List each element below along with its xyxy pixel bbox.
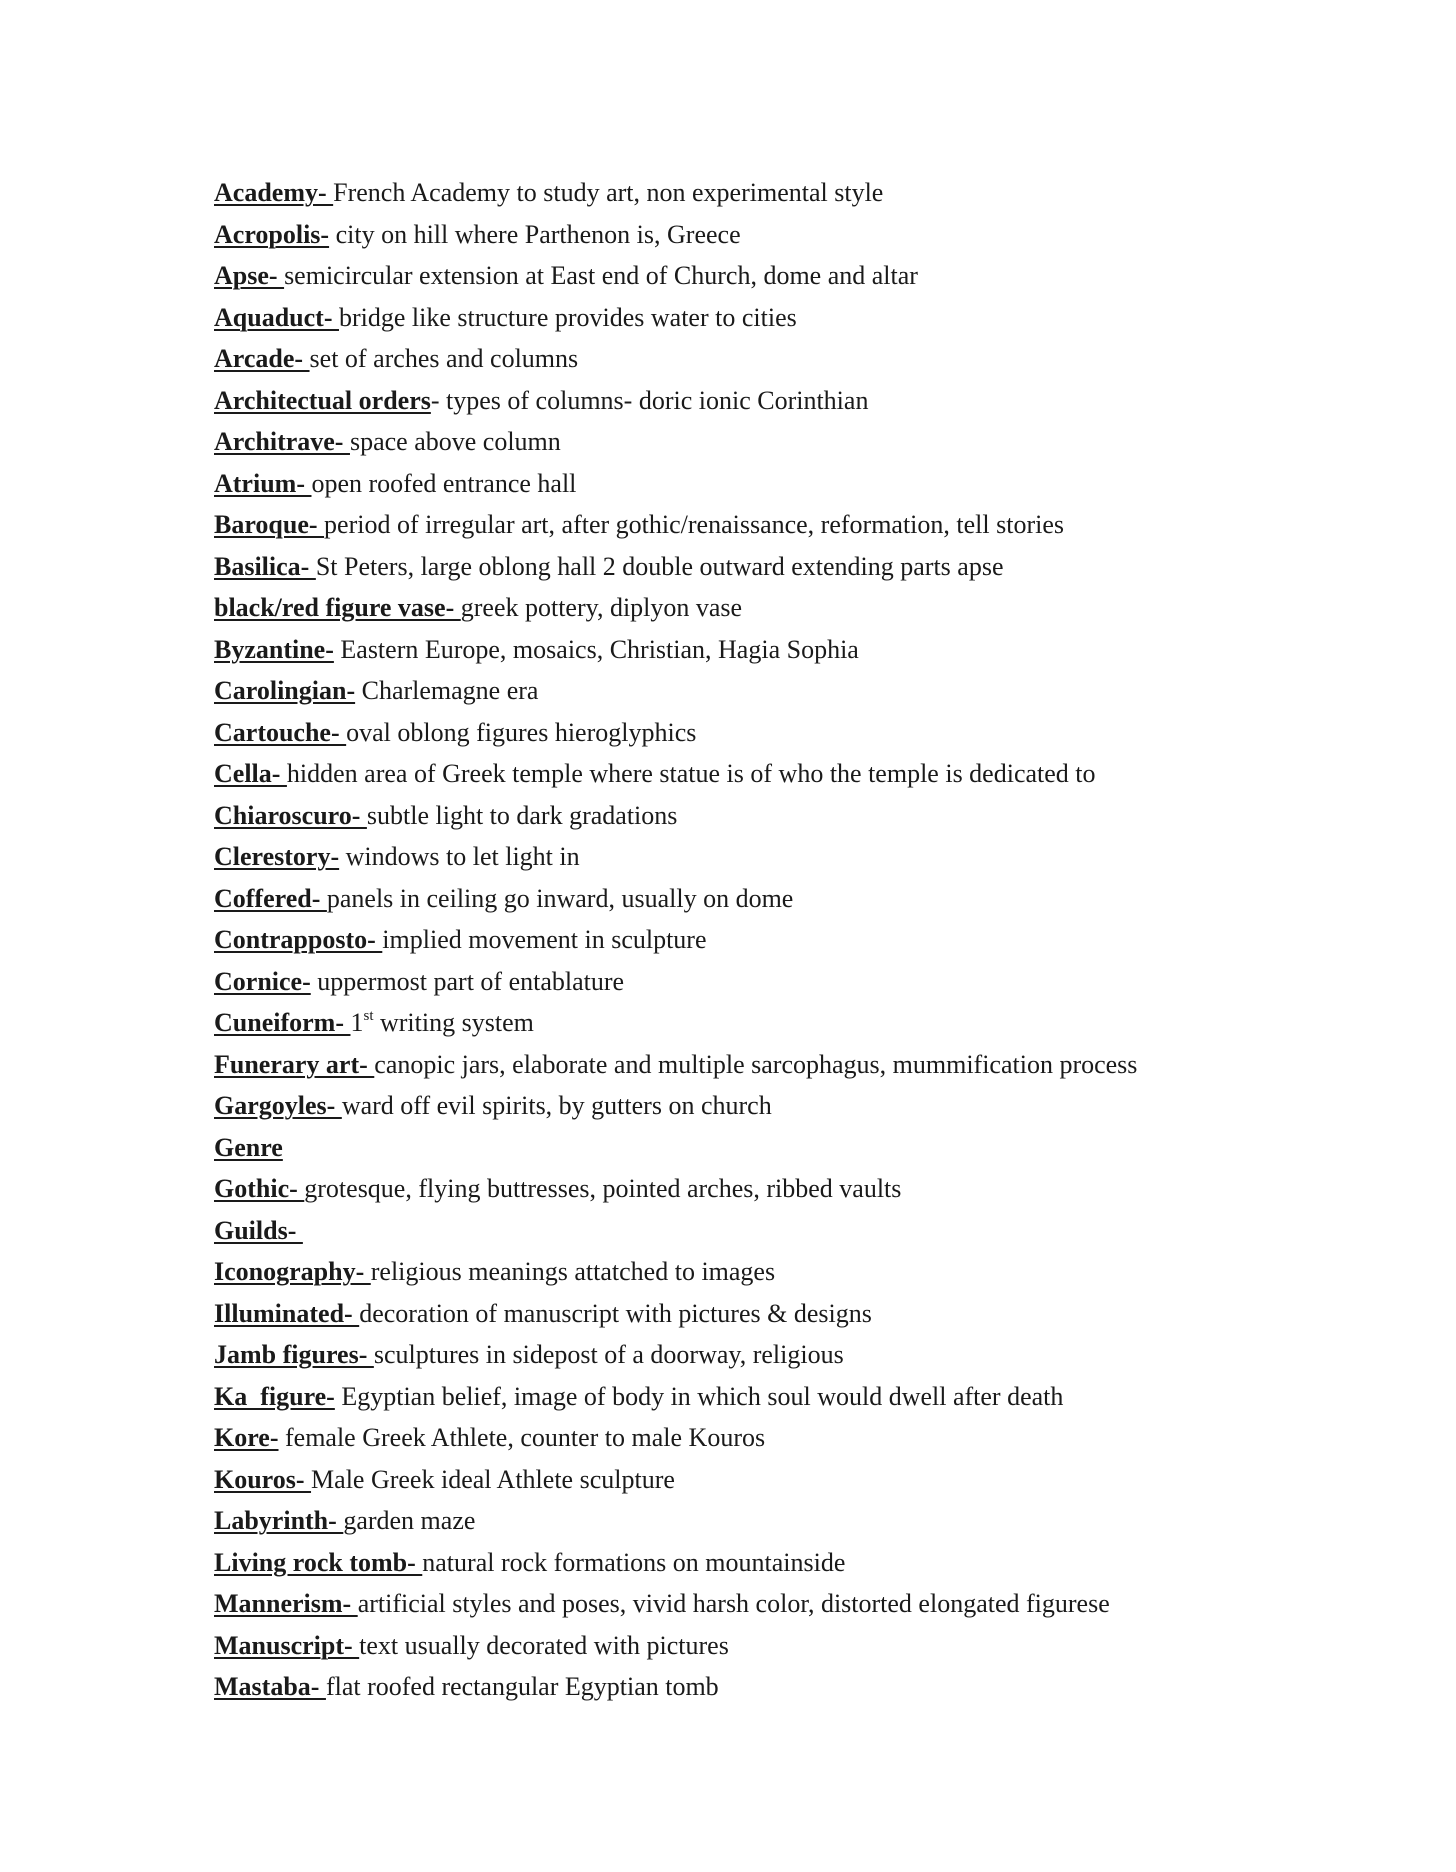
- glossary-entry: [214, 1085, 1334, 1127]
- glossary-entry: [214, 670, 1334, 712]
- glossary-definition: panels in ceiling go inward, usually on dome: [326, 883, 794, 913]
- glossary-definition: windows to let light in: [339, 842, 580, 871]
- glossary-term: Gothic-: [214, 1174, 305, 1203]
- glossary-term: Apse-: [214, 261, 285, 290]
- glossary-definition: space above column: [349, 427, 561, 456]
- glossary-entry: [214, 1666, 1334, 1708]
- glossary-term: Kouros-: [214, 1464, 312, 1494]
- glossary-entry: [214, 338, 1334, 380]
- glossary-entry: [214, 1168, 1334, 1210]
- glossary-term: Labyrinth-: [214, 1506, 344, 1535]
- glossary-term: Cartouche-: [214, 717, 347, 747]
- glossary-definition: greek pottery, diplyon vase: [460, 593, 743, 622]
- glossary-term: Kore-: [214, 1423, 279, 1452]
- glossary-entry: [214, 297, 1334, 339]
- glossary-definition: Egyptian belief, image of body in which soul would dwell after death: [334, 1381, 1064, 1411]
- glossary-entry: [214, 795, 1334, 837]
- glossary-entry: [214, 172, 1334, 214]
- glossary-entry: [214, 629, 1334, 671]
- glossary-definition: subtle light to dark gradations: [366, 800, 678, 830]
- glossary-definition: Charlemagne era: [355, 676, 539, 705]
- glossary-definition: St Peters, large oblong hall 2 double outward extending parts apse: [315, 551, 1004, 581]
- glossary-term: Coffered-: [214, 883, 327, 913]
- glossary-entry: [214, 214, 1334, 256]
- glossary-definition: period of irregular art, after gothic/renaissance, reformation, tell stories: [324, 510, 1065, 539]
- glossary-term: Aquaduct-: [214, 302, 339, 332]
- glossary-term: Cornice-: [214, 966, 311, 996]
- glossary-entry: [214, 255, 1334, 297]
- glossary-entry: [214, 463, 1334, 505]
- glossary-definition: hidden area of Greek temple where statue is of who the temple is dedicated to: [286, 759, 1096, 788]
- glossary-entry: [214, 919, 1334, 961]
- glossary-definition: religious meanings attatched to images: [370, 1257, 776, 1286]
- glossary-term: Basilica-: [214, 551, 316, 581]
- glossary-term: Chiaroscuro-: [214, 800, 367, 830]
- glossary-term: Architrave-: [214, 427, 350, 456]
- glossary-entry: [214, 1542, 1334, 1584]
- glossary-term: Jamb figures-: [214, 1340, 374, 1369]
- glossary-entry: [214, 1625, 1334, 1667]
- glossary-entry: [214, 1293, 1334, 1335]
- glossary-definition: ward off evil spirits, by gutters on church: [341, 1091, 772, 1120]
- glossary-term: Illuminated-: [214, 1298, 360, 1328]
- glossary-definition: open roofed entrance hall: [311, 468, 577, 498]
- glossary-definition: artificial styles and poses, vivid harsh color, distorted elongated figurese: [357, 1589, 1110, 1618]
- glossary-entry: [214, 587, 1334, 629]
- glossary-definition: natural rock formations on mountainside: [422, 1547, 846, 1577]
- glossary-term: Genre: [214, 1132, 283, 1162]
- glossary-definition: oval oblong figures hieroglyphics: [346, 717, 697, 747]
- glossary-term: Guilds-: [214, 1215, 303, 1245]
- glossary-definition: city on hill where Parthenon is, Greece: [329, 219, 741, 249]
- glossary-term: Arcade-: [214, 344, 310, 373]
- glossary-entry: [214, 1002, 1334, 1044]
- glossary-term: Manuscript-: [214, 1630, 360, 1660]
- glossary-term: Architectual orders: [214, 385, 431, 415]
- glossary-entry: [214, 1500, 1334, 1542]
- glossary-entry: [214, 1251, 1334, 1293]
- glossary-term: Iconography-: [214, 1257, 371, 1286]
- glossary-entry: [214, 504, 1334, 546]
- glossary-entry: [214, 1044, 1334, 1086]
- glossary-entry: [214, 878, 1334, 920]
- glossary-definition: sculptures in sidepost of a doorway, religious: [373, 1340, 844, 1369]
- glossary-definition: text usually decorated with pictures: [359, 1630, 729, 1660]
- glossary-definition: canopic jars, elaborate and multiple sarcophagus, mummification process: [374, 1049, 1138, 1079]
- glossary-definition: bridge like structure provides water to cities: [338, 302, 797, 332]
- glossary-definition: - types of columns- doric ionic Corinthian: [430, 385, 869, 415]
- glossary-definition: garden maze: [343, 1506, 476, 1535]
- glossary-term: Contrapposto-: [214, 925, 383, 954]
- glossary-term: Acropolis-: [214, 219, 330, 249]
- glossary-definition: flat roofed rectangular Egyptian tomb: [325, 1672, 719, 1701]
- glossary-term: black/red figure vase-: [214, 593, 461, 622]
- glossary-term: Mastaba-: [214, 1672, 326, 1701]
- glossary-term: Cella-: [214, 759, 287, 788]
- glossary-term: Cuneiform-: [214, 1008, 351, 1037]
- glossary-entry: [214, 421, 1334, 463]
- glossary-term: Atrium-: [214, 468, 312, 498]
- glossary-definition: decoration of manuscript with pictures & designs: [359, 1298, 872, 1328]
- glossary-term: Funerary art-: [214, 1049, 375, 1079]
- glossary-entry: [214, 1127, 1334, 1169]
- glossary-entry: [214, 712, 1334, 754]
- glossary-definition: semicircular extension at East end of Church, dome and altar: [284, 261, 918, 290]
- glossary-entry: [214, 1417, 1334, 1459]
- glossary-definition: set of arches and columns: [309, 344, 579, 373]
- glossary-term: Mannerism-: [214, 1589, 358, 1618]
- glossary-definition: implied movement in sculpture: [382, 925, 707, 954]
- glossary-definition: French Academy to study art, non experimental style: [333, 178, 884, 207]
- glossary-term: Byzantine-: [214, 634, 334, 664]
- glossary-term: Clerestory-: [214, 842, 340, 871]
- glossary-definition: female Greek Athlete, counter to male Kouros: [278, 1423, 766, 1452]
- glossary-definition: grotesque, flying buttresses, pointed arches, ribbed vaults: [304, 1174, 902, 1203]
- glossary-entry: [214, 836, 1334, 878]
- glossary-entry: [214, 1210, 1334, 1252]
- ordinal-superscript: st: [363, 1008, 374, 1024]
- glossary-definition: uppermost part of entablature: [310, 966, 625, 996]
- glossary-entry: [214, 1583, 1334, 1625]
- glossary-term: Baroque-: [214, 510, 325, 539]
- glossary-definition: Male Greek ideal Athlete sculpture: [311, 1464, 675, 1494]
- glossary-entry: [214, 753, 1334, 795]
- glossary-entry: [214, 1334, 1334, 1376]
- glossary-entry: [214, 1376, 1334, 1418]
- glossary-term: Gargoyles-: [214, 1091, 342, 1120]
- glossary-entry: [214, 546, 1334, 588]
- glossary-term: Living rock tomb-: [214, 1547, 423, 1577]
- glossary-definition: Eastern Europe, mosaics, Christian, Hagia Sophia: [333, 634, 859, 664]
- glossary-term: Ka figure-: [214, 1381, 335, 1411]
- glossary-term: Academy-: [214, 178, 334, 207]
- glossary-entry: [214, 1459, 1334, 1501]
- glossary-definition-continued: writing system: [373, 1008, 534, 1037]
- glossary-term: Carolingian-: [214, 676, 356, 705]
- glossary-entry: [214, 380, 1334, 422]
- glossary-entry: [214, 961, 1334, 1003]
- glossary-definition: 1: [350, 1008, 364, 1037]
- glossary-list: [214, 172, 1334, 1708]
